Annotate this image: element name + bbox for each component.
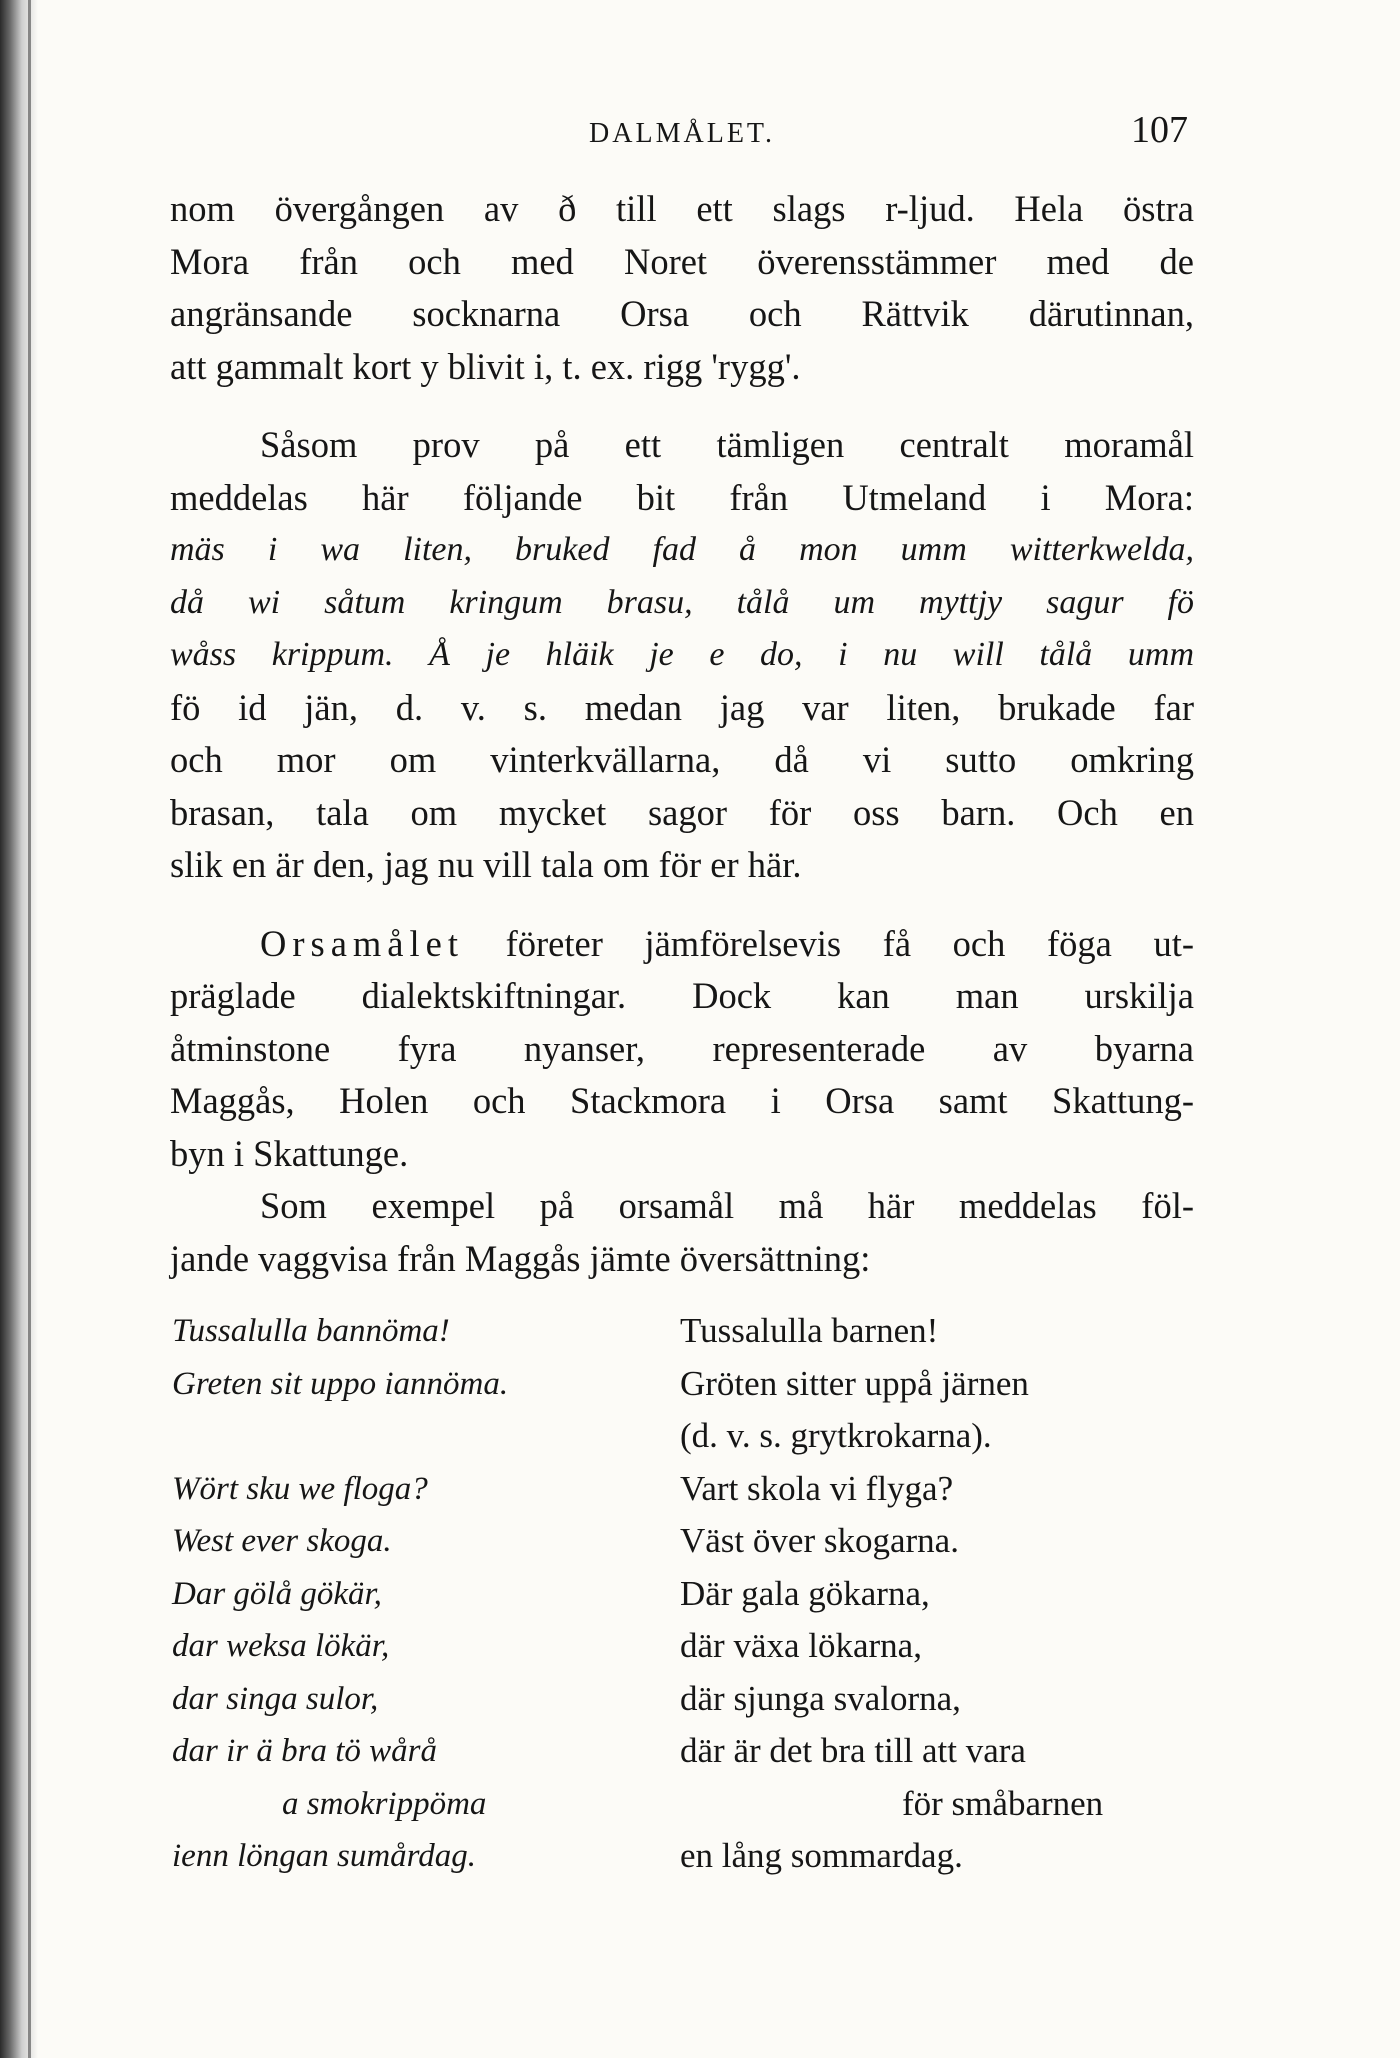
text-line: och mor om vinterkvällarna, då vi sutto omkring [170, 739, 1194, 780]
poem-row [170, 1725, 1194, 1778]
text-line: präglade dialektskiftningar. Dock kan man urskilja [170, 975, 1194, 1016]
poem-translation-line: Gröten sitter uppå järnen [680, 1363, 1029, 1403]
poem-translation-line: där är det bra till att vara [680, 1731, 1026, 1770]
text-line: Som exempel på orsamål må här meddelas föl- [260, 1185, 1194, 1226]
poem-dialect-line: a smokrippöma [282, 1785, 487, 1822]
dialect-line: wåss krippum. Å je hläik je e do, i nu will tålå umm [170, 636, 1194, 673]
spaced-term: Orsamålet [260, 922, 464, 964]
running-head: DALMÅLET. [589, 118, 775, 149]
text-line: byn i Skattunge. [170, 1132, 409, 1174]
poem-row [170, 1358, 1194, 1411]
poem-row [170, 1778, 1194, 1831]
book-gutter-edge [0, 0, 38, 2058]
poem-translation-line: där sjunga svalorna, [680, 1678, 961, 1718]
poem-row [170, 1830, 1194, 1883]
dialect-line: mäs i wa liten, bruked fad å mon umm witterkwelda, [170, 531, 1194, 568]
poem-translation-line: Vart skola vi flyga? [680, 1468, 954, 1508]
poem-dialect-line: ienn löngan sumårdag. [172, 1838, 477, 1874]
poem-row [170, 1463, 1194, 1516]
poem-row [170, 1410, 1194, 1463]
poem-dialect-line: dar weksa lökär, [172, 1628, 390, 1664]
text-line: Såsom prov på ett tämligen centralt moramål [260, 424, 1194, 465]
poem-dialect-line: Greten sit uppo iannöma. [172, 1365, 509, 1402]
page-number: 107 [1131, 109, 1188, 151]
poem-row [170, 1673, 1194, 1726]
poem-row [170, 1515, 1194, 1568]
text-line: åtminstone fyra nyanser, representerade av byarna [170, 1027, 1194, 1069]
text-line: meddelas här följande bit från Utmeland i Mora: [170, 476, 1194, 518]
text-line: Mora från och med Noret överensstämmer med de [170, 240, 1194, 282]
text-line: Orsamålet företer jämförelsevis få och föga ut- [260, 922, 1194, 964]
poem-dialect-line: dar ir ä bra tö wårå [172, 1733, 437, 1769]
page-header [170, 108, 1194, 158]
text-line: nom övergången av ð till ett slags r-ljud. Hela östra [170, 188, 1194, 229]
text-line: fö id jän, d. v. s. medan jag var liten, brukade far [170, 686, 1194, 728]
poem-dialect-line: Dar gölå gökär, [172, 1575, 382, 1612]
poem-translation-line: för småbarnen [902, 1783, 1104, 1823]
book-gutter-line [28, 0, 31, 2058]
poem-translation-line: Väst över skogarna. [680, 1521, 959, 1560]
poem-translation-line: där växa lökarna, [680, 1626, 922, 1665]
poem-translation-line: (d. v. s. grytkrokarna). [680, 1416, 992, 1455]
text-line: slik en är den, jag nu vill tala om för er här. [170, 844, 802, 885]
poem-dialect-line: West ever skoga. [172, 1523, 392, 1559]
text-line: Maggås, Holen och Stackmora i Orsa samt Skattung- [170, 1080, 1194, 1121]
dialect-line: då wi såtum kringum brasu, tålå um myttjy sagur fö [170, 583, 1194, 621]
poem-translation-line: Där gala gökarna, [680, 1573, 930, 1613]
body-text [170, 183, 1194, 1285]
poem-dialect-line: dar singa sulor, [172, 1680, 379, 1717]
poem-dialect-line: Tussalulla bannöma! [172, 1313, 450, 1349]
poem-translation-line: Tussalulla barnen! [680, 1311, 939, 1350]
poem-row [170, 1568, 1194, 1621]
text-line: jande vaggvisa från Maggås jämte översättning: [170, 1237, 871, 1279]
poem-translation-line: en lång sommardag. [680, 1836, 963, 1875]
poem-row [170, 1305, 1194, 1358]
text-line: brasan, tala om mycket sagor för oss barn. Och en [170, 791, 1194, 833]
text-line: att gammalt kort y blivit i, t. ex. rigg 'rygg'. [170, 345, 801, 387]
lullaby-poem [170, 1305, 1194, 1883]
poem-row [170, 1620, 1194, 1673]
poem-dialect-line: Wört sku we floga? [172, 1470, 428, 1507]
text-line: angränsande socknarna Orsa och Rättvik därutinnan, [170, 293, 1194, 334]
